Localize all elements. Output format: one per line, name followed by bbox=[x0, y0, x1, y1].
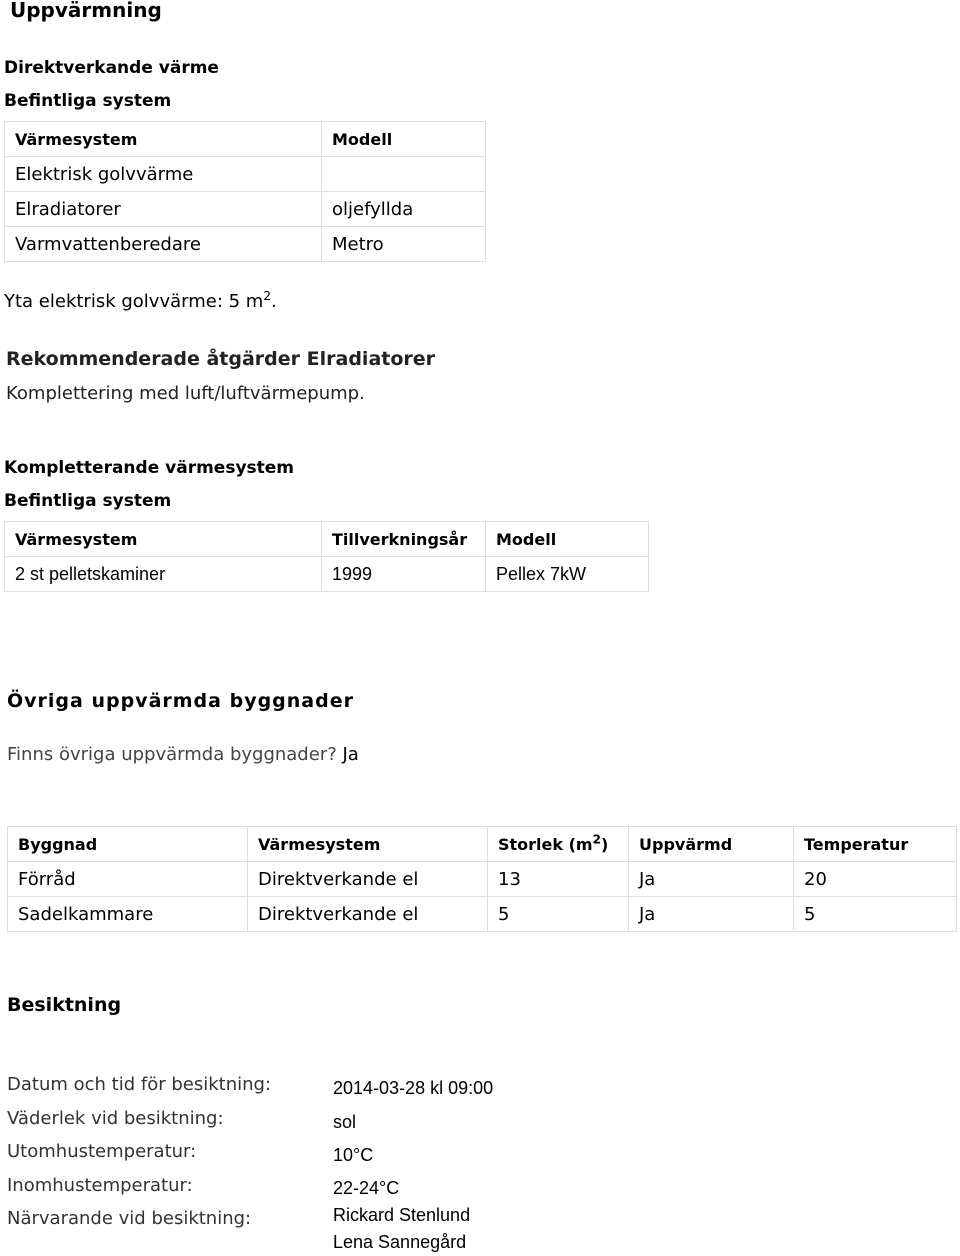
inspection-date-value: 2014-03-28 kl 09:00 bbox=[333, 1078, 494, 1098]
column-header: Modell bbox=[322, 122, 486, 157]
table-header-row bbox=[5, 122, 486, 157]
column-header: Modell bbox=[486, 522, 649, 557]
inspection-heading: Besiktning bbox=[7, 994, 122, 1016]
other-buildings-heading: Övriga uppvärmda byggnader bbox=[7, 690, 354, 712]
table-cell: Direktverkande el bbox=[248, 897, 488, 932]
table-cell bbox=[322, 157, 486, 192]
table-cell: 20 bbox=[794, 862, 957, 897]
page-title: Uppvärmning bbox=[10, 0, 162, 22]
other-buildings-table bbox=[7, 826, 957, 932]
inspection-outdoor-label: Utomhustemperatur: bbox=[7, 1141, 197, 1162]
table-cell: Sadelkammare bbox=[8, 897, 248, 932]
inspection-present-label: Närvarande vid besiktning: bbox=[7, 1208, 252, 1229]
column-header: Värmesystem bbox=[5, 122, 322, 157]
recommended-text: Komplettering med luft/luftvärmepump. bbox=[6, 383, 365, 404]
recommended-heading: Rekommenderade åtgärder Elradiatorer bbox=[6, 348, 436, 370]
supplementary-existing-heading: Befintliga system bbox=[4, 491, 172, 511]
supplementary-table bbox=[4, 521, 649, 592]
size-unit-sup: 2 bbox=[592, 832, 601, 847]
column-header: Värmesystem bbox=[248, 827, 488, 862]
table-cell: Ja bbox=[629, 862, 794, 897]
direct-heating-heading: Direktverkande värme bbox=[4, 58, 219, 78]
inspection-present-person: Lena Sannegård bbox=[333, 1232, 467, 1252]
table-cell: Pellex 7kW bbox=[486, 557, 649, 592]
inspection-weather-label: Väderlek vid besiktning: bbox=[7, 1108, 224, 1129]
inspection-indoor-label: Inomhustemperatur: bbox=[7, 1175, 193, 1196]
table-row bbox=[8, 897, 957, 932]
table-cell: Elektrisk golvvärme bbox=[5, 157, 322, 192]
table-cell: Metro bbox=[322, 227, 486, 262]
table-cell: Varmvattenberedare bbox=[5, 227, 322, 262]
table-row bbox=[5, 192, 486, 227]
column-header: Värmesystem bbox=[5, 522, 322, 557]
table-row bbox=[5, 557, 649, 592]
table-row bbox=[5, 227, 486, 262]
table-cell: oljefyllda bbox=[322, 192, 486, 227]
inspection-date-label: Datum och tid för besiktning: bbox=[7, 1074, 271, 1095]
other-buildings-question: Finns övriga uppvärmda byggnader? bbox=[7, 744, 337, 765]
table-cell: 13 bbox=[488, 862, 629, 897]
table-row bbox=[5, 157, 486, 192]
table-row bbox=[8, 862, 957, 897]
column-header: Temperatur bbox=[794, 827, 957, 862]
inspection-indoor-value: 22-24°C bbox=[333, 1178, 400, 1198]
table-cell: Ja bbox=[629, 897, 794, 932]
column-header: Uppvärmd bbox=[629, 827, 794, 862]
area-text: Yta elektrisk golvvärme: 5 m bbox=[4, 291, 264, 312]
size-close: ) bbox=[600, 834, 609, 854]
column-header: Byggnad bbox=[8, 827, 248, 862]
inspection-weather-value: sol bbox=[333, 1112, 357, 1132]
other-buildings-question-line bbox=[7, 744, 359, 765]
area-unit-sup: 2 bbox=[263, 289, 271, 303]
direct-existing-heading: Befintliga system bbox=[4, 91, 172, 111]
inspection-present-person: Rickard Stenlund bbox=[333, 1205, 471, 1225]
table-cell: Elradiatorer bbox=[5, 192, 322, 227]
table-cell: Direktverkande el bbox=[248, 862, 488, 897]
table-cell: 2 st pelletskaminer bbox=[5, 557, 322, 592]
table-header-row bbox=[5, 522, 649, 557]
other-buildings-answer: Ja bbox=[342, 744, 359, 765]
area-end: . bbox=[270, 291, 277, 312]
table-cell: 1999 bbox=[322, 557, 486, 592]
direct-heating-table bbox=[4, 121, 486, 262]
table-header-row bbox=[8, 827, 957, 862]
column-header: Tillverkningsår bbox=[322, 522, 486, 557]
table-cell: 5 bbox=[794, 897, 957, 932]
size-label: Storlek (m bbox=[498, 834, 593, 854]
table-cell: Förråd bbox=[8, 862, 248, 897]
floor-heating-area bbox=[4, 291, 277, 312]
column-header bbox=[488, 827, 629, 862]
inspection-outdoor-value: 10°C bbox=[333, 1145, 374, 1165]
supplementary-heading: Kompletterande värmesystem bbox=[4, 458, 295, 478]
table-cell: 5 bbox=[488, 897, 629, 932]
